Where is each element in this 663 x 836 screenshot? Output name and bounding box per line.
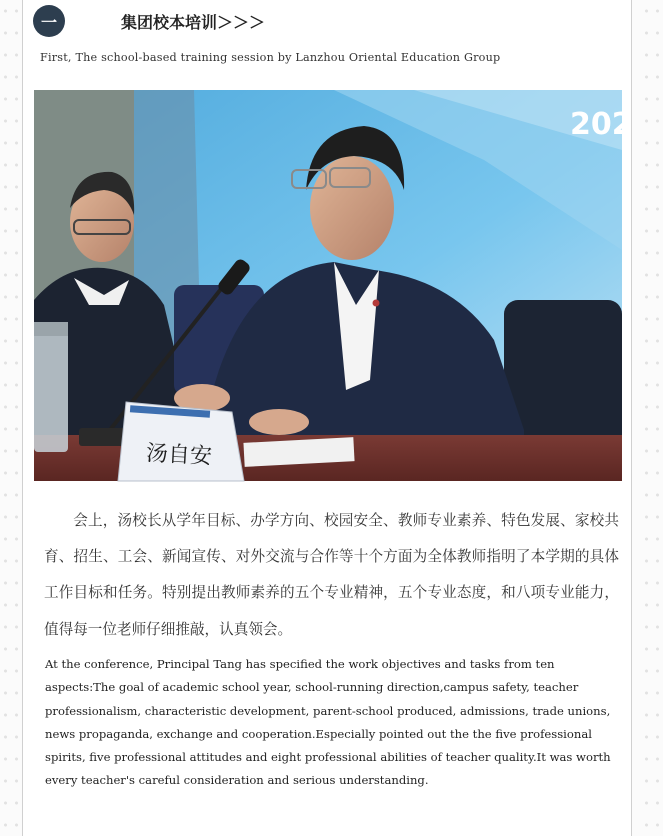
article-paragraph-cn: 会上，汤校长从学年目标、办学方向、校园安全、教师专业素养、特色发展、家校共育、招生、工会、新闻宣传、对外交流与合作等十个方面为全体教师指明了本学期的具体工作目标和任务。特别提出教师素养的五个专业精神，五个专业态度，和八项专业能力，值得每一位老师仔细推敲，认真领会。 [44, 512, 619, 638]
conference-photo [34, 90, 633, 481]
section-title-cn: 集团校本培训＞＞＞ [121, 13, 266, 32]
article-card [22, 0, 632, 836]
article-paragraph-en: At the conference, Principal Tang has specified the work objectives and tasks from ten aspects:The goal of academic school year, school-running direction,campus safety, teacher professionalism, characteristic development, parent-school produced, admissions, trade unions, news propaganda, exchange and cooperation.Especially pointed out the the five professional spirits, five professional attitudes and eight professional abilities of teacher quality.It was worth every teacher's careful consideration and serious understanding. [45, 657, 611, 788]
right-dot-border [641, 0, 663, 836]
left-dot-border [0, 0, 22, 836]
backdrop-year-text: 202 [570, 107, 633, 142]
section-number-badge [33, 5, 65, 37]
nameplate-text: 汤自安 [145, 441, 213, 470]
section-number: 一 [40, 12, 57, 32]
section-title-en: First, The school-based training session by Lanzhou Oriental Education Group [40, 51, 501, 64]
